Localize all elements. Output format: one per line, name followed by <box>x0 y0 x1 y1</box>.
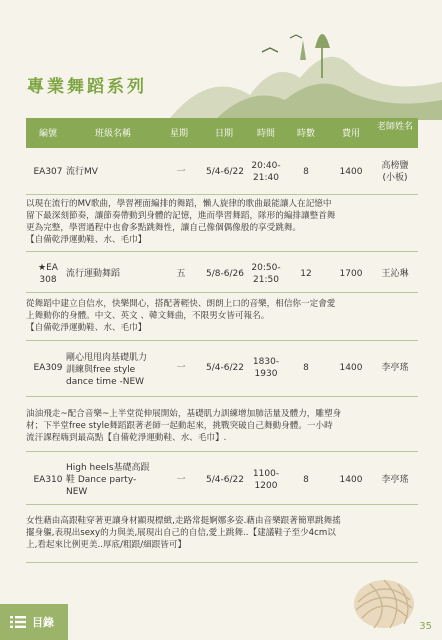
course-name: High heels基礎高跟 鞋 Dance party- NEW <box>66 463 150 497</box>
header-hours: 時數 <box>296 129 315 139</box>
header-date: 日期 <box>214 129 233 139</box>
divider <box>26 340 418 341</box>
course-day: 五 <box>176 269 186 279</box>
divider <box>26 292 418 293</box>
list-icon <box>10 615 26 629</box>
course-name: 流行運動舞蹈 <box>66 269 121 279</box>
section-title: 專業舞蹈系列 <box>27 77 147 97</box>
course-code: EA309 <box>33 363 63 373</box>
course-hours: 8 <box>303 363 309 373</box>
divider <box>26 504 418 505</box>
divider <box>26 562 418 563</box>
course-teacher: 李亭瑤 <box>381 475 409 485</box>
course-day: 一 <box>176 475 186 485</box>
divider <box>26 396 418 397</box>
header-fee: 費用 <box>341 129 360 139</box>
course-teacher: 高榜鹽 (小板) <box>381 161 409 183</box>
page-number: 35 <box>419 621 432 632</box>
header-code: 編號 <box>38 129 57 139</box>
divider <box>26 194 418 195</box>
course-fee: 1700 <box>339 269 363 279</box>
course-time: 1100- 1200 <box>252 469 280 491</box>
course-fee: 1400 <box>339 167 363 177</box>
course-description: 以現在流行的MV歌曲，學習裡面編排的舞蹈，懶人旋律的歌曲最能讓人在記憶中 留下最深刻節奏，讓節奏帶動到身體的記憶，進而學習舞蹈，隊形的編排讓整首舞 更為完整，學習過程中也會多點跳舞性，讓自己像個偶像般的享受跳舞。 【自備乾淨運動鞋、水、毛巾】 <box>26 199 336 245</box>
table-row <box>26 160 418 190</box>
yarn-ball-illustration <box>344 572 418 630</box>
course-day: 一 <box>176 363 186 373</box>
toc-label: 目錄 <box>32 616 54 629</box>
course-date: 5/8-6/26 <box>206 269 244 279</box>
course-time: 1830- 1930 <box>252 357 280 379</box>
course-time: 20:50- 21:50 <box>251 263 281 285</box>
table-row <box>26 262 418 292</box>
divider <box>26 451 418 452</box>
course-day: 一 <box>176 167 186 177</box>
divider <box>26 251 418 252</box>
course-hours: 12 <box>300 269 312 279</box>
toc-button[interactable] <box>0 604 68 640</box>
table-row <box>26 350 418 390</box>
course-fee: 1400 <box>339 363 363 373</box>
course-description: 油油飛走~配合音樂~上半堂從伸展開始，基礎肌力訓練增加肺活量及體力，雕塑身 材；下半堂free style舞蹈跟著老師一起動起來，挑戰突破自己舞動身體。一小時 流汗課程嗨到最高點【自備乾淨運動鞋、水、毛巾】. <box>26 409 342 443</box>
course-fee: 1400 <box>339 475 363 485</box>
table-row <box>26 460 418 500</box>
course-date: 5/4-6/22 <box>206 475 244 485</box>
course-code: EA310 <box>33 475 63 485</box>
header-teacher: 老師姓名 <box>376 122 413 132</box>
header-day: 星期 <box>169 129 188 139</box>
course-description: 從舞蹈中建立自信水，快樂開心，搭配著輕快、朗朗上口的音樂，相信你一定會愛 上舞動你的身體。中文、英文 、韓文舞曲，不限男女皆可報名。 【自備乾淨運動鞋、水、毛巾】 <box>26 299 336 333</box>
course-name: 流行MV <box>66 167 98 177</box>
course-teacher: 王沁琳 <box>381 269 409 279</box>
course-code: ★EA 308 <box>38 263 58 285</box>
course-date: 5/4-6/22 <box>206 363 244 373</box>
course-teacher: 李亭瑤 <box>381 363 409 373</box>
table-header <box>26 118 418 148</box>
bird-icon <box>262 48 278 52</box>
course-hours: 8 <box>303 167 309 177</box>
course-code: EA307 <box>33 167 63 177</box>
course-hours: 8 <box>303 475 309 485</box>
header-class-name: 班級名稱 <box>94 129 131 139</box>
course-time: 20:40- 21:40 <box>251 161 281 183</box>
course-name: 剛心甩甩肉基礎肌力 訓練與free style dance time -NEW <box>66 353 148 387</box>
landscape-illustration <box>0 0 442 120</box>
course-description: 女性藉由高跟鞋穿著更讓身材顯現標緻,走路常挺婀娜多姿.藉由音樂跟著簡單跳舞搖 擺身軀,表現出sexy的力與美,展現出自己的自信,愛上跳舞..【建議鞋子至少4cm以 上,看起來比例更美..厚底/粗跟/細跟皆可】 <box>26 516 341 550</box>
header-time: 時間 <box>256 129 275 139</box>
course-date: 5/4-6/22 <box>206 167 244 177</box>
